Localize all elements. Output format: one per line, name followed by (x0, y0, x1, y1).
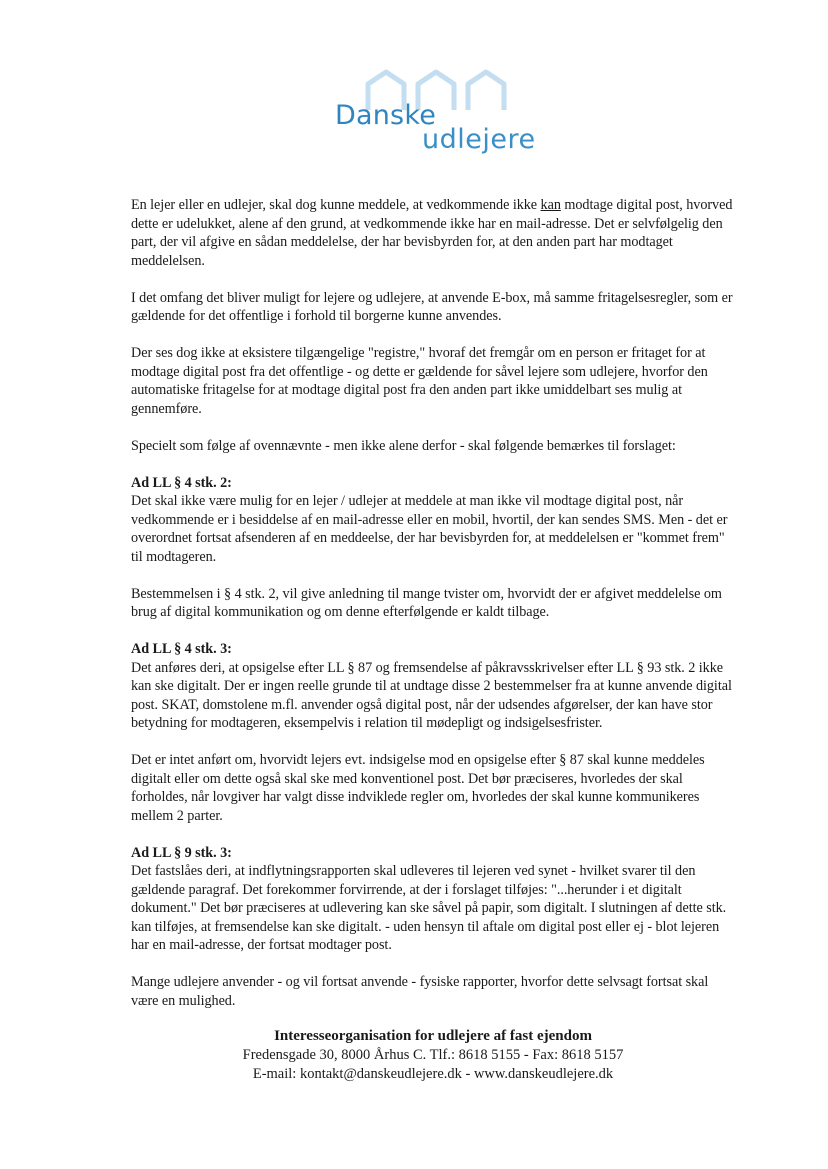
section-body: Det skal ikke være mulig for en lejer / udlejer at meddele at man ikke vil modtage digital post, når vedkommende er i besiddelse af en mail-adresse eller en mobil, hvortil, der kan sendes SMS. Men - det er overordnet fortsat afsenderen af en meddeelse, der har bevisbyrden for, at meddelelsen er "kommet frem" til modtageren. (131, 493, 728, 565)
logo (330, 62, 560, 162)
section-ll-4-2 (131, 474, 737, 567)
logo-word-udlejere: udlejere (422, 124, 536, 155)
paragraph-3: Der ses dog ikke at eksistere tilgængelige "registre," hvoraf det fremgår om en person er fritaget for at modtage digital post fra det offentlige - og dette er gældende for såvel lejere som udlejere, hvorfor den automatiske fritagelse for at modtage digital post fra den anden part ikke umiddelbart ses mulig at gennemføre. (131, 345, 708, 417)
paragraph-2: I det omfang det bliver muligt for lejere og udlejere, at anvende E-box, må samme fritagelsesregler, som er gældende for det offentlige i forhold til borgerne kunne anvendes. (131, 289, 733, 324)
paragraph-1 (131, 196, 737, 270)
section-heading: Ad LL § 9 stk. 3: (131, 844, 232, 861)
paragraph-1-text-a: En lejer eller en udlejer, skal dog kunne meddele, at vedkommende ikke (131, 197, 541, 213)
letter-body (131, 196, 737, 1029)
paragraph-1-text-b: modtage digital post, hvorved dette er udelukket, alene af den grund, at vedkommende ikke har en mail-adresse. Det er selvfølgelig den part, der vil afgive en sådan meddelelse, der har bevisbyrden for, at den anden part har modtaget meddelelsen. (131, 197, 733, 269)
footer-organisation: Interesseorganisation for udlejere af fast ejendom (274, 1028, 592, 1044)
section-body: Det fastslåes deri, at indflytningsrapporten skal udleveres til lejeren ved synet - hvilket svarer til den gældende paragraf. Det forekommer forvirrende, at der i forslaget tilføjes: "...herunder i et digitalt dokument." Det bør præciseres at udlevering kan ske såvel på papir, som digitalt. I slutningen af dette stk. kan tilføjes, at fremsendelse kan ske digitalt. - uden hensyn til aftale om digital post eller ej - blot lejeren har en mail-adresse, der fortsat modtager post. (131, 863, 727, 953)
section-ll-4-3 (131, 640, 737, 733)
footer-address: Fredensgade 30, 8000 Århus C. Tlf.: 8618 5155 - Fax: 8618 5157 (242, 1047, 624, 1063)
paragraph-4: Specielt som følge af ovennævnte - men ikke alene derfor - skal følgende bemærkes til forslaget: (131, 437, 676, 454)
paragraph-1-underlined: kan (540, 197, 561, 213)
paragraph-6: Det er intet anført om, hvorvidt lejers evt. indsigelse mod en opsigelse efter § 87 skal kunne meddeles digitalt eller om dette også skal ske med konventionel post. Det bør præciseres, hvorledes der skal forholdes, når lovgiver har valgt disse indviklede regler om, hvorledes der skal kunne kommunikeres mellem 2 parter. (131, 752, 705, 824)
logo-word-danske: Danske (335, 100, 436, 131)
section-ll-9-3 (131, 844, 737, 955)
section-body: Det anføres deri, at opsigelse efter LL § 87 og fremsendelse af påkravsskrivelser efter LL § 93 stk. 2 ikke kan ske digitalt. Der er ingen reelle grunde til at undtage disse 2 bestemmelser fra at kunne anvende digital post. SKAT, domstolene m.fl. anvender også digital post, når der udsendes afgørelser, der kan have stor betydning for modtageren, eksempelvis i relation til mødepligt og indsigelsesfrister. (131, 659, 732, 731)
paragraph-5: Bestemmelsen i § 4 stk. 2, vil give anledning til mange tvister om, hvorvidt der er afgivet meddelelse om brug af digital kommunikation og om denne efterfølgende er kaldt tilbage. (131, 585, 722, 620)
footer-contact: E-mail: kontakt@danskeudlejere.dk - www.danskeudlejere.dk (252, 1066, 614, 1082)
section-heading: Ad LL § 4 stk. 3: (131, 641, 232, 657)
letter-footer (130, 1027, 736, 1084)
paragraph-7: Mange udlejere anvender - og vil fortsat anvende - fysiske rapporter, hvorfor dette selvsagt fortsat skal være en mulighed. (131, 974, 709, 1009)
section-heading: Ad LL § 4 stk. 2: (131, 474, 232, 491)
